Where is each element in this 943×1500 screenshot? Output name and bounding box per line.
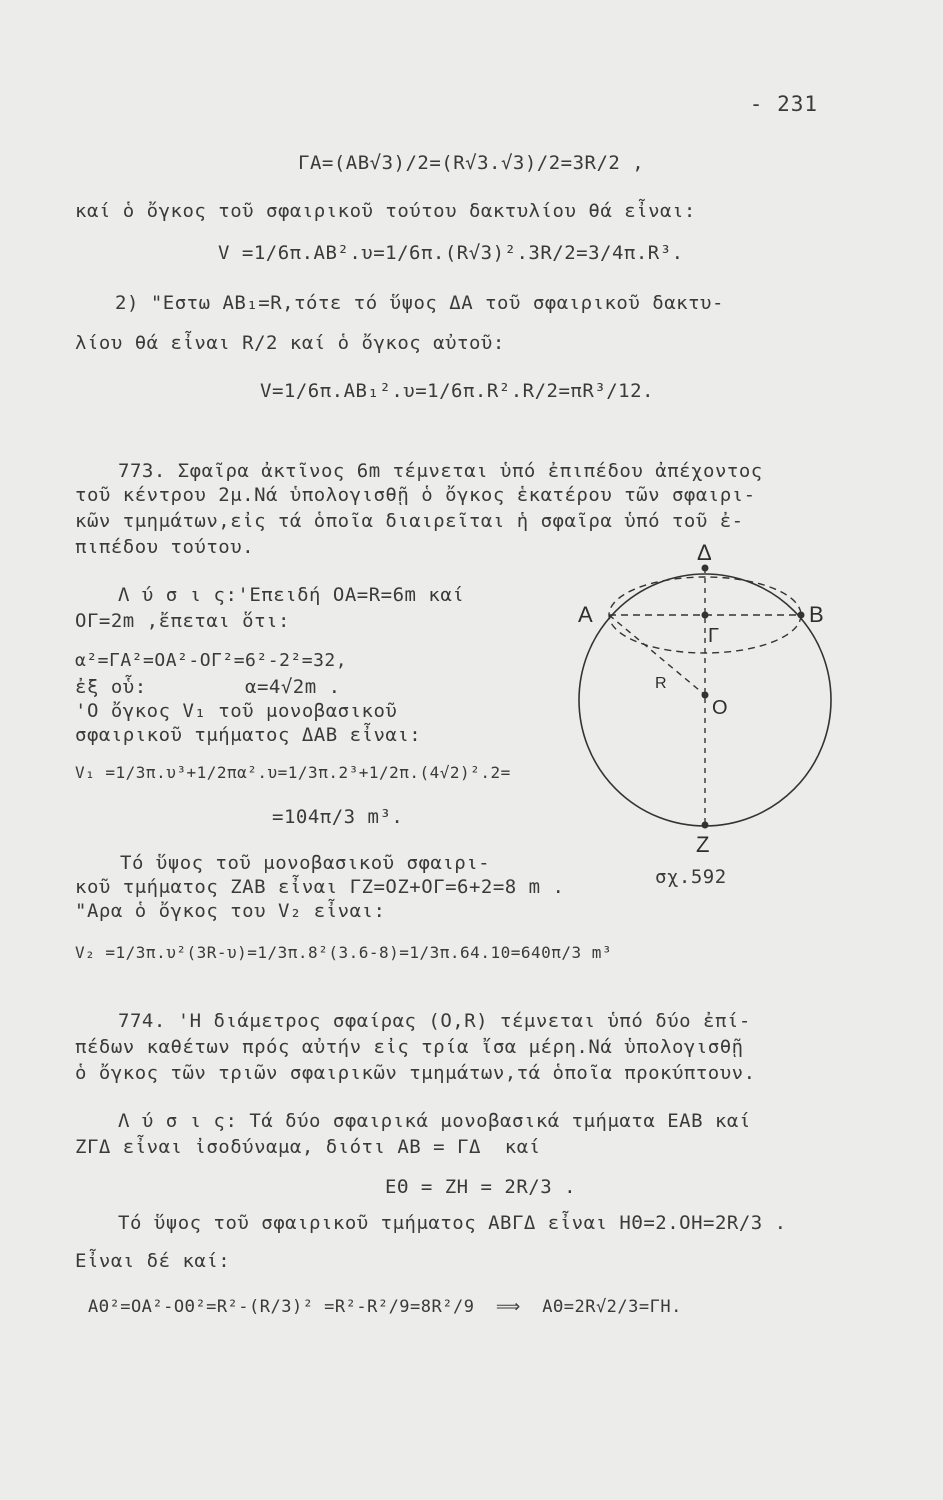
point-b xyxy=(798,612,805,619)
label-o: O xyxy=(712,697,728,719)
solution-773-line: α=4√2m . xyxy=(245,676,341,698)
label-r: R xyxy=(655,675,667,692)
solution-774-line: Εἶναι δέ καί: xyxy=(75,1250,231,1272)
label-gamma: Γ xyxy=(708,625,720,647)
solution-773-line: V₁ =1/3π.υ³+1/2πα².υ=1/3π.2³+1/2π.(4√2)².2= xyxy=(75,763,511,782)
solution-773-line: σφαιρικοῦ τμήματος ΔΑΒ εἶναι: xyxy=(75,724,422,746)
solution-774-line: ΕΘ = ΖΗ = 2R/3 . xyxy=(385,1176,577,1198)
solution-773-line: α²=ΓΑ²=ΟΑ²-ΟΓ²=6²-2²=32, xyxy=(75,650,348,671)
problem-773-line: 773. Σφαῖρα ἀκτῖνος 6m τέμνεται ὑπό ἐπιπέδου ἀπέχοντος xyxy=(118,460,763,482)
problem-774-line: 774. 'Η διάμετρος σφαίρας (Ο,R) τέμνεται ὑπό δύο ἐπί- xyxy=(118,1010,751,1032)
text-line: καί ὁ ὄγκος τοῦ σφαιρικοῦ τούτου δακτυλίου θά εἶναι: xyxy=(75,200,696,222)
solution-773-line: ΟΓ=2m ,ἔπεται ὅτι: xyxy=(75,610,290,632)
label-a: A xyxy=(578,602,593,627)
solution-773-line: Τό ὕψος τοῦ μονοβασικοῦ σφαιρι- xyxy=(120,852,491,874)
solution-773-line: ἐξ οὗ: xyxy=(75,676,147,698)
sphere-figure xyxy=(560,540,860,860)
solution-774-line: ΖΓΔ εἶναι ἰσοδύναμα, διότι ΑΒ = ΓΔ καί xyxy=(75,1136,541,1158)
page-number: - 231 xyxy=(749,92,818,116)
equation-volume: V =1/6π.AB².υ=1/6π.(R√3)².3R/2=3/4π.R³. xyxy=(218,242,684,264)
solution-773-line: κοῦ τμήματος ΖΑΒ εἶναι ΓΖ=ΟΖ+ΟΓ=6+2=8 m . xyxy=(75,876,565,898)
label-z: Z xyxy=(696,832,710,857)
problem-773-line: πιπέδου τούτου. xyxy=(75,536,255,558)
solution-773-line: Λ ύ σ ι ς:'Επειδή ΟΑ=R=6m καί xyxy=(118,584,465,606)
solution-773-line: "Αρα ὁ ὄγκος του V₂ εἶναι: xyxy=(75,900,386,922)
text-line: λίου θά εἶναι R/2 καί ὁ ὄγκος αὐτοῦ: xyxy=(75,332,505,354)
problem-773-line: τοῦ κέντρου 2μ.Νά ὑπολογισθῇ ὁ ὄγκος ἑκατέρου τῶν σφαιρι- xyxy=(75,484,756,506)
equation-ga: ΓΑ=(AB√3)/2=(R√3.√3)/2=3R/2 , xyxy=(298,152,645,174)
point-o xyxy=(702,692,709,699)
solution-773-line: V₂ =1/3π.υ²(3R-υ)=1/3π.8²(3.6-8)=1/3π.64.10=640π/3 m³ xyxy=(75,943,613,962)
solution-773-line: =104π/3 m³. xyxy=(272,806,404,828)
figure-caption: σχ.592 xyxy=(655,866,727,888)
solution-774-line: ΑΘ²=ΟΑ²-ΟΘ²=R²-(R/3)² =R²-R²/9=8R²/9 ⟹ ΑΘ=2R√2/3=ΓΗ. xyxy=(88,1297,682,1317)
solution-773-line: 'Ο ὄγκος V₁ τοῦ μονοβασικοῦ xyxy=(75,700,398,722)
point-g xyxy=(702,612,709,619)
point-z xyxy=(702,822,709,829)
point-d xyxy=(702,565,709,572)
equation-volume-2: V=1/6π.ΑΒ₁².υ=1/6π.R².R/2=πR³/12. xyxy=(260,380,654,402)
label-delta: Δ xyxy=(697,540,712,565)
solution-774-line: Τό ὕψος τοῦ σφαιρικοῦ τμήματος ΑΒΓΔ εἶναι ΗΘ=2.ΟΗ=2R/3 . xyxy=(118,1212,787,1234)
solution-774-line: Λ ύ σ ι ς: Τά δύο σφαιρικά μονοβασικά τμήματα ΕΑΒ καί xyxy=(118,1110,751,1132)
problem-774-line: πέδων καθέτων πρός αὐτήν εἰς τρία ἴσα μέρη.Νά ὑπολογισθῇ xyxy=(75,1036,744,1058)
label-b: B xyxy=(809,602,824,627)
problem-774-line: ὁ ὄγκος τῶν τριῶν σφαιρικῶν τμημάτων,τά ὁποῖα προκύπτουν. xyxy=(75,1062,756,1084)
text-line: 2) "Εστω ΑΒ₁=R,τότε τό ὕψος ΔΑ τοῦ σφαιρικοῦ δακτυ- xyxy=(115,292,724,314)
problem-773-line: κῶν τμημάτων,εἰς τά ὁποῖα διαιρεῖται ἡ σφαῖρα ὑπό τοῦ ἐ- xyxy=(75,510,744,532)
